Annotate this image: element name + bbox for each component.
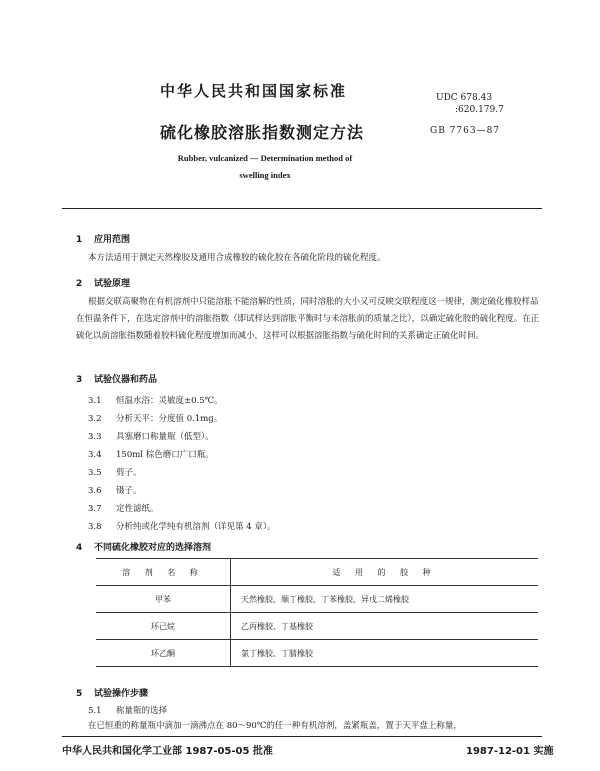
table-cell: 乙丙橡胶、丁基橡胶 — [241, 621, 313, 631]
list-item — [88, 502, 159, 514]
item-text: 分析纯或化学纯有机溶剂（详见第 4 章）。 — [116, 522, 276, 532]
table-cell: 氯丁橡胶、丁腈橡胶 — [241, 648, 313, 658]
item-number: 3.4 — [88, 450, 102, 460]
item-number: 3.5 — [88, 468, 102, 478]
item-number: 5.1 — [88, 706, 102, 716]
section-title: 应用范围 — [94, 235, 131, 245]
header-divider — [62, 208, 542, 209]
section-title: 试验原理 — [94, 279, 131, 289]
section-number: 5 — [76, 689, 83, 699]
subsection-5-1-heading — [88, 704, 167, 716]
english-title — [140, 150, 390, 184]
item-number: 3.2 — [88, 414, 102, 424]
item-text: 称量瓶的选择 — [116, 706, 168, 716]
gb-number: GB 7763—87 — [430, 126, 501, 136]
item-text: 具塞磨口称量瓶（低型）。 — [116, 432, 214, 442]
section-number: 4 — [76, 543, 83, 553]
table-header-cell: 适 用 的 胶 种 — [332, 567, 437, 577]
english-title-line-1: Rubber, vulcanized — Determination method of — [177, 153, 353, 163]
section-number: 2 — [76, 279, 83, 289]
english-title-line-2: swelling index — [239, 170, 291, 180]
section-5-heading — [76, 686, 148, 699]
document-title: 硫化橡胶溶胀指数测定方法 — [160, 123, 365, 142]
footer-divider — [62, 736, 542, 737]
section-1-text: 本方法适用于测定天然橡胶及通用合成橡胶的硫化胶在各硫化阶段的硫化程度。 — [88, 253, 386, 263]
list-item — [88, 394, 223, 406]
item-text: 剪子。 — [116, 468, 142, 478]
table-row — [96, 613, 538, 640]
table-cell: 环己烷 — [96, 613, 231, 640]
table-row — [96, 640, 538, 667]
item-text: 分析天平：分度值 0.1mg。 — [116, 414, 223, 424]
section-5-text: 在已恒重的称量瓶中滴加一滴沸点在 80～90℃的任一种有机溶剂，盖紧瓶盖，置于天平盘上称量， — [88, 721, 462, 731]
item-text: 镊子。 — [116, 486, 142, 496]
list-item — [88, 430, 214, 442]
implementation-date: 1987-12-01 实施 — [466, 746, 554, 757]
section-1-heading — [76, 232, 130, 245]
table-cell: 环乙酮 — [96, 640, 231, 667]
item-number: 3.8 — [88, 522, 102, 532]
table-header-row — [96, 559, 538, 586]
item-text: 恒温水浴：灵敏度±0.5℃。 — [116, 396, 223, 406]
section-title: 试验操作步骤 — [94, 689, 149, 699]
section-3-heading — [76, 372, 157, 385]
udc-line-1: UDC 678.43 — [436, 93, 493, 103]
list-item — [88, 484, 142, 496]
solvent-table — [96, 558, 538, 667]
item-number: 3.1 — [88, 396, 102, 406]
section-title: 试验仪器和药品 — [94, 375, 158, 385]
list-item — [88, 466, 142, 478]
item-number: 3.3 — [88, 432, 102, 442]
standard-title: 中华人民共和国国家标准 — [160, 82, 348, 100]
section-title: 不同硫化橡胶对应的选择溶剂 — [94, 543, 212, 553]
list-item — [88, 448, 214, 460]
table-row — [96, 586, 538, 613]
section-number: 1 — [76, 235, 83, 245]
item-number: 3.6 — [88, 486, 102, 496]
section-number: 3 — [76, 375, 83, 385]
udc-line-2: :620.179.7 — [455, 105, 504, 115]
item-text: 150ml 棕色磨口广口瓶。 — [116, 450, 214, 460]
list-item — [88, 520, 276, 532]
udc-code — [436, 92, 504, 116]
table-cell: 甲苯 — [96, 586, 231, 613]
item-text: 定性滤纸。 — [116, 504, 159, 514]
item-number: 3.7 — [88, 504, 102, 514]
section-4-heading — [76, 540, 211, 553]
list-item — [88, 412, 222, 424]
approval-line: 中华人民共和国化学工业部 1987-05-05 批准 — [62, 746, 273, 757]
section-2-heading — [76, 276, 130, 289]
table-header-cell: 溶 剂 名 称 — [96, 559, 231, 586]
table-cell: 天然橡胶、顺丁橡胶、丁苯橡胶、异戊二烯橡胶 — [241, 594, 409, 604]
section-2-text: 根据交联高聚物在有机溶剂中只能溶胀不能溶解的性质，同时溶胀的大小又可反映交联程度这一规律，测定硫化橡胶样品在恒温条件下，在选定溶剂中的溶胀指数（即试样达到溶胀平衡时与未溶胀前的质量之比），以确定硫化胶的硫化程度。在正硫化以前溶胀指数随着胶料硫化程度增加而减小，这样可以根据溶胀指数与硫化时间的关系确定正硫化时间。 — [76, 297, 540, 341]
